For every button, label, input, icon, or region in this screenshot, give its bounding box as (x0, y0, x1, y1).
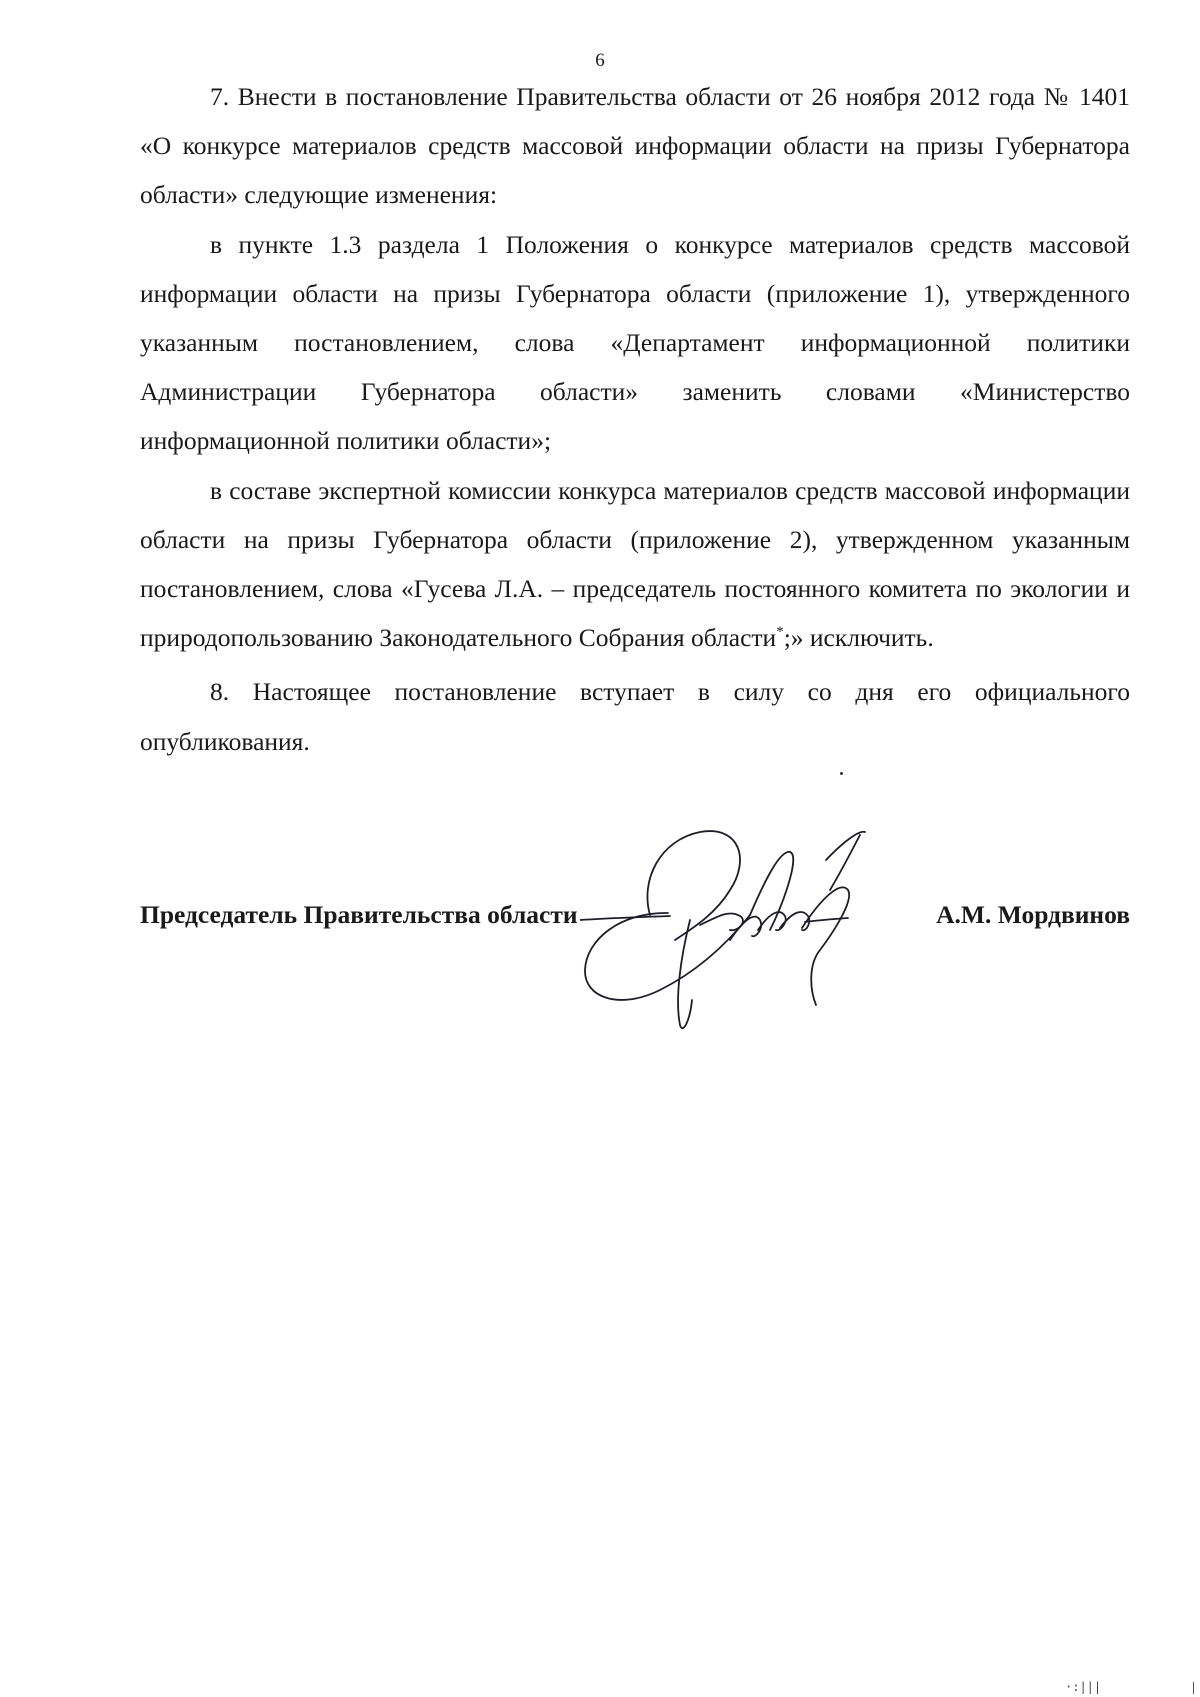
stray-dot (840, 772, 843, 775)
signer-title: Председатель Правительства области (140, 900, 578, 929)
paragraph-amendment-1: в пункте 1.3 раздела 1 Положения о конкурсе материалов средств массовой информации области на призы Губернатора области (приложение 1), утвержденного указанным постановлением, слова «Департамент информационной политики Администрации Губернатора области» заменить словами «Министерство информационной политики области»; (140, 229, 1130, 456)
paragraph-item-7: 7. Внести в постановление Правительства области от 26 ноября 2012 года № 1401 «О конкурсе материалов средств массовой информации области на призы Губернатора области» следующие изменения: (140, 82, 1130, 210)
paragraph-amendment-2 (140, 466, 1130, 668)
edge-tick (1193, 1682, 1194, 1694)
document-body (140, 72, 1130, 766)
signer-name: А.М. Мордвинов (936, 900, 1130, 929)
scan-marks: ·:||| (1065, 1680, 1102, 1694)
paragraph-item-8: 8. Настоящее постановление вступает в силу со дня его официального опубликования. (140, 677, 1130, 756)
handwritten-signature (580, 820, 940, 1040)
paragraph-amendment-2-text: в составе экспертной комиссии конкурса материалов средств массовой информации области на призы Губернатора области (приложение 2), утвержденном указанным постановлением, слова «Гусева Л.А. – председатель постоянного комитета по экологии и природопользованию Законодательного Собрания области (140, 475, 1130, 653)
page-number: 6 (595, 50, 605, 71)
paragraph-amendment-2-tail: ;» исключить. (783, 623, 934, 653)
footnote-mark: * (776, 624, 784, 641)
